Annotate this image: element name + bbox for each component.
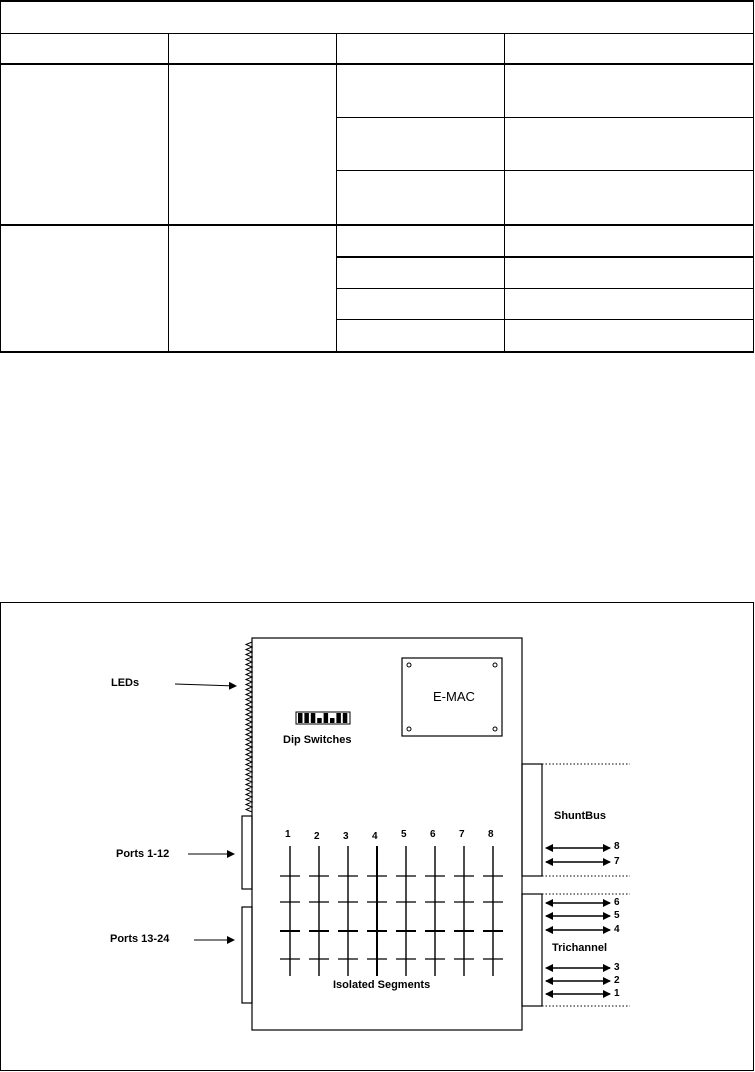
trichannel-channel-number: 5	[614, 910, 620, 921]
emac-screw	[493, 727, 497, 731]
dip-switch-toggle	[343, 713, 348, 723]
segment-number: 2	[314, 831, 320, 842]
segment-number: 3	[343, 831, 349, 842]
table-cell	[505, 171, 753, 224]
segment-number: 5	[401, 829, 407, 840]
segment-number: 4	[372, 831, 378, 842]
isolated-segments-label: Isolated Segments	[333, 979, 431, 991]
emac-screw	[407, 727, 411, 731]
trichannel-channel-number: 6	[614, 897, 620, 908]
table-cell	[505, 65, 753, 117]
shuntbus-connector	[522, 764, 542, 876]
ports-13-24-label: Ports 13-24	[110, 933, 170, 945]
table-cell	[337, 171, 504, 224]
table-cell	[505, 289, 753, 319]
dip-switch-toggle	[336, 713, 341, 723]
table-border-bottom	[0, 351, 754, 353]
table-cell	[337, 258, 504, 288]
trichannel-connector	[522, 894, 542, 1006]
table-cell	[505, 118, 753, 170]
table-cell	[337, 320, 504, 351]
trichannel-channel-number: 3	[614, 962, 620, 973]
trichannel-channel-number: 2	[614, 975, 620, 986]
table-cell	[505, 226, 753, 256]
trichannel-channel-number: 4	[614, 924, 620, 935]
segment-number: 7	[459, 829, 465, 840]
trichannel-label: Trichannel	[552, 942, 608, 954]
table-cell	[337, 118, 504, 170]
table-header-cell	[337, 34, 504, 63]
shuntbus-label: ShuntBus	[554, 810, 606, 822]
trichannel-channel-number: 1	[614, 988, 620, 999]
table-cell	[169, 65, 336, 224]
bus-channel-arrows	[546, 848, 610, 994]
led-edge	[246, 642, 252, 812]
table-cell	[337, 226, 504, 256]
emac-module-diagram	[0, 602, 754, 1072]
dip-switch-toggle	[330, 718, 335, 723]
emac-screw	[407, 663, 411, 667]
segment-number: 8	[488, 829, 494, 840]
emac-label: E-MAC	[433, 689, 475, 704]
isolated-segments-grid	[280, 846, 503, 976]
board-outline	[252, 638, 522, 1030]
leds-label: LEDs	[111, 677, 140, 689]
dip-switch-toggle	[324, 713, 329, 723]
ports-1-12-connector	[242, 816, 252, 889]
shuntbus-channel-number: 7	[614, 856, 620, 867]
dip-switch-toggle	[298, 713, 303, 723]
segment-number: 6	[430, 829, 436, 840]
table-header-cell	[505, 34, 753, 63]
table-border-right	[753, 0, 754, 353]
led-strip	[246, 642, 252, 812]
table-cell	[169, 226, 336, 351]
shuntbus-channel-number: 8	[614, 841, 620, 852]
dip-switch-block	[296, 712, 350, 724]
table-cell	[505, 258, 753, 288]
ports-13-24-connector	[242, 907, 252, 1003]
ports-1-12-label: Ports 1-12	[116, 848, 170, 860]
table-cell	[337, 65, 504, 117]
dip-switch-housing	[296, 712, 350, 724]
table-cell	[505, 320, 753, 351]
table-cell	[337, 289, 504, 319]
leds-pointer-arrow	[175, 684, 236, 686]
table-cell	[1, 226, 168, 351]
table-header-cell	[169, 34, 336, 63]
dip-switch-toggle	[317, 718, 322, 723]
data-table	[0, 0, 754, 353]
dip-switch-toggle	[311, 713, 316, 723]
table-header-cell	[1, 34, 168, 63]
table-title	[1, 2, 753, 33]
dip-switches-label: Dip Switches	[283, 734, 352, 746]
segment-number: 1	[285, 829, 291, 840]
table-cell	[1, 65, 168, 224]
emac-screw	[493, 663, 497, 667]
dip-switch-toggle	[304, 713, 309, 723]
